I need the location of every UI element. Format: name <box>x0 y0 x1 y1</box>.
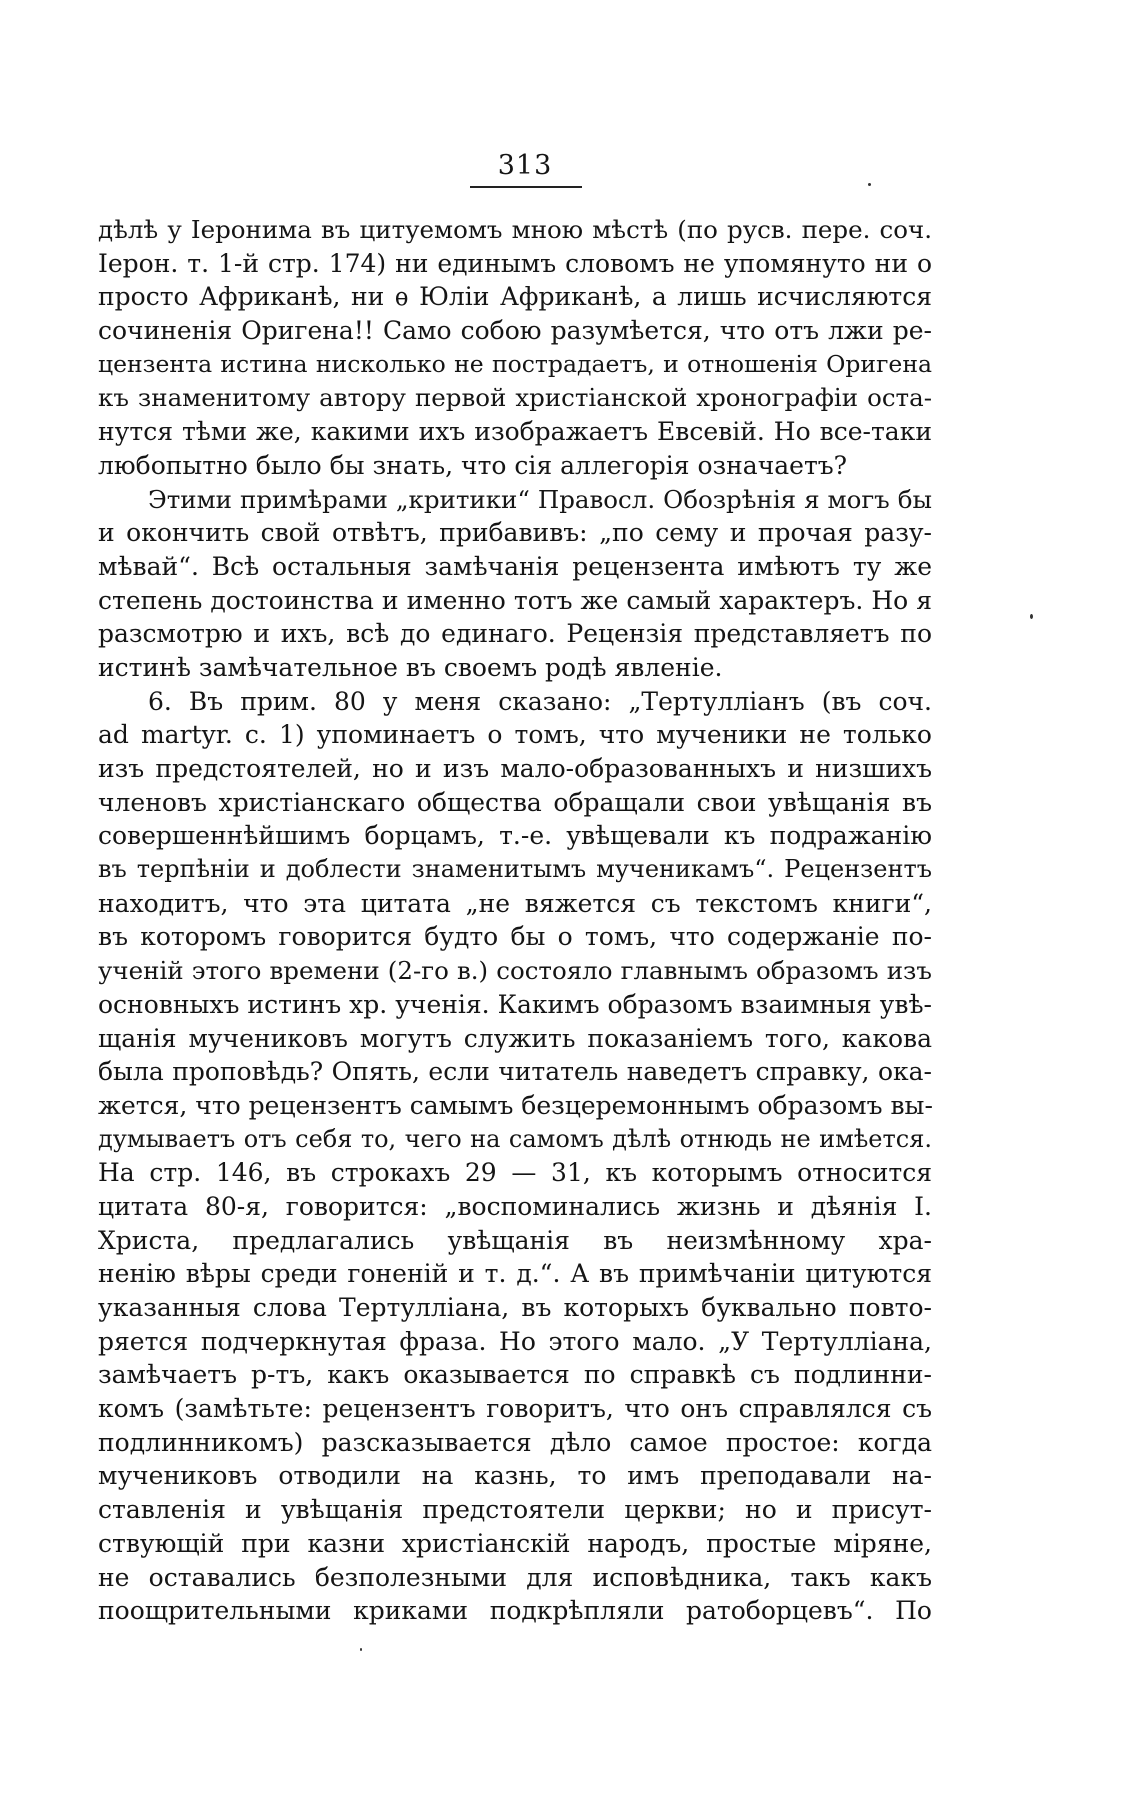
text-line: мучениковъ отводили на казнь, то имъ преподавали на- <box>98 1461 932 1491</box>
text-line: думываетъ отъ себя то, чего на самомъ дѣлѣ отнюдь не имѣется. <box>98 1124 932 1153</box>
text-line: дѣлѣ у Іеронима въ цитуемомъ мною мѣстѣ (по русв. пере. соч. <box>98 215 932 244</box>
text-line: истинѣ замѣчательное въ своемъ родѣ явленіе. <box>98 652 723 682</box>
print-speck <box>1030 614 1033 619</box>
text-line: членовъ христіанскаго общества обращали свои увѣщанія въ <box>98 787 932 817</box>
text-line: разсмотрю и ихъ, всѣ до единаго. Рецензія представляетъ по <box>98 619 932 649</box>
text-line: ненію вѣры среди гоненій и т. д.“. А въ примѣчаніи цитуются <box>98 1259 932 1289</box>
text-line: Іерон. т. 1-й стр. 174) ни единымъ словомъ не упомянуто ни о <box>98 248 932 278</box>
text-line: и окончить свой отвѣтъ, прибавивъ: „по сему и прочая разу- <box>98 518 932 548</box>
text-line: основныхъ истинъ хр. ученія. Какимъ образомъ взаимныя увѣ- <box>98 989 932 1019</box>
text-line: мѣвай“. Всѣ остальныя замѣчанія рецензента имѣютъ ту же <box>98 551 932 581</box>
text-line: въ терпѣніи и доблести знаменитымъ мученикамъ“. Рецензентъ <box>98 855 932 884</box>
text-line: комъ (замѣтьте: рецензентъ говоритъ, что онъ справлялся съ <box>98 1394 932 1424</box>
body-text <box>98 213 932 1628</box>
print-speck <box>868 183 871 186</box>
text-line: ряется подчеркнутая фраза. Но этого мало. „У Тертулліана, <box>98 1326 932 1356</box>
text-line: ad martyr. с. 1) упоминаетъ о томъ, что мученики не только <box>98 720 932 750</box>
text-line: щанія мучениковъ могутъ служить показаніемъ того, какова <box>98 1023 932 1053</box>
text-line: На стр. 146, въ строкахъ 29 — 31, къ которымъ относится <box>98 1158 932 1188</box>
text-line: ставленія и увѣщанія предстоятели церкви; но и присут- <box>98 1495 932 1525</box>
text-line: Христа, предлагались увѣщанія въ неизмѣнному хра- <box>98 1225 932 1255</box>
page-number: 313 <box>497 150 553 181</box>
text-line: любопытно было бы знать, что сія аллегорія означаетъ? <box>98 450 848 480</box>
text-line: къ знаменитому автору первой христіанской хронографіи оста- <box>98 383 932 413</box>
text-line: была проповѣдь? Опять, если читатель наведетъ справку, ока- <box>98 1057 932 1087</box>
text-line: подлинникомъ) разсказывается дѣло самое простое: когда <box>98 1427 932 1457</box>
text-line: поощрительными криками подкрѣпляли ратоборцевъ“. По <box>98 1596 932 1626</box>
text-line: Этими примѣрами „критики“ Правосл. Обозрѣнія я могъ бы <box>148 484 932 514</box>
text-line: ученій этого времени (2-го в.) состояло главнымъ образомъ изъ <box>98 956 932 986</box>
text-line: совершеннѣйшимъ борцамъ, т.-е. увѣщевали къ подражанію <box>98 821 932 851</box>
text-line: указанныя слова Тертулліана, въ которыхъ буквально повто- <box>98 1293 932 1322</box>
text-line: степень достоинства и именно тотъ же самый характеръ. Но я <box>98 585 932 615</box>
text-line: изъ предстоятелей, но и изъ мало-образованныхъ и низшихъ <box>98 754 932 783</box>
text-line: не оставались безполезными для исповѣдника, такъ какъ <box>98 1562 932 1592</box>
text-line: сочиненія Оригена!! Само собою разумѣется, что отъ лжи ре- <box>98 316 932 346</box>
text-line: замѣчаетъ р-тъ, какъ оказывается по справкѣ съ подлинни- <box>98 1360 932 1390</box>
text-line: цензента истина нисколько не пострадаетъ, и отношенія Оригена <box>98 349 932 378</box>
text-line: ствующій при казни христіанскій народъ, простые міряне, <box>98 1528 932 1558</box>
text-line: жется, что рецензентъ самымъ безцеремоннымъ образомъ вы- <box>98 1090 933 1120</box>
text-line: 6. Въ прим. 80 у меня сказано: „Тертулліанъ (въ соч. <box>148 686 932 716</box>
page-number-rule <box>470 186 582 188</box>
text-line: въ которомъ говорится будто бы о томъ, что содержаніе по- <box>98 922 932 952</box>
print-speck <box>360 1648 362 1651</box>
text-line: нутся тѣми же, какими ихъ изображаетъ Евсевій. Но все-таки <box>98 417 932 447</box>
text-line: просто Африканѣ, ни ѳ Юліи Африканѣ, а лишь исчисляются <box>98 282 932 312</box>
text-line: находитъ, что эта цитата „не вяжется съ текстомъ книги“, <box>98 888 932 918</box>
text-line: цитата 80-я, говорится: „воспоминались жизнь и дѣянія І. <box>98 1191 932 1221</box>
